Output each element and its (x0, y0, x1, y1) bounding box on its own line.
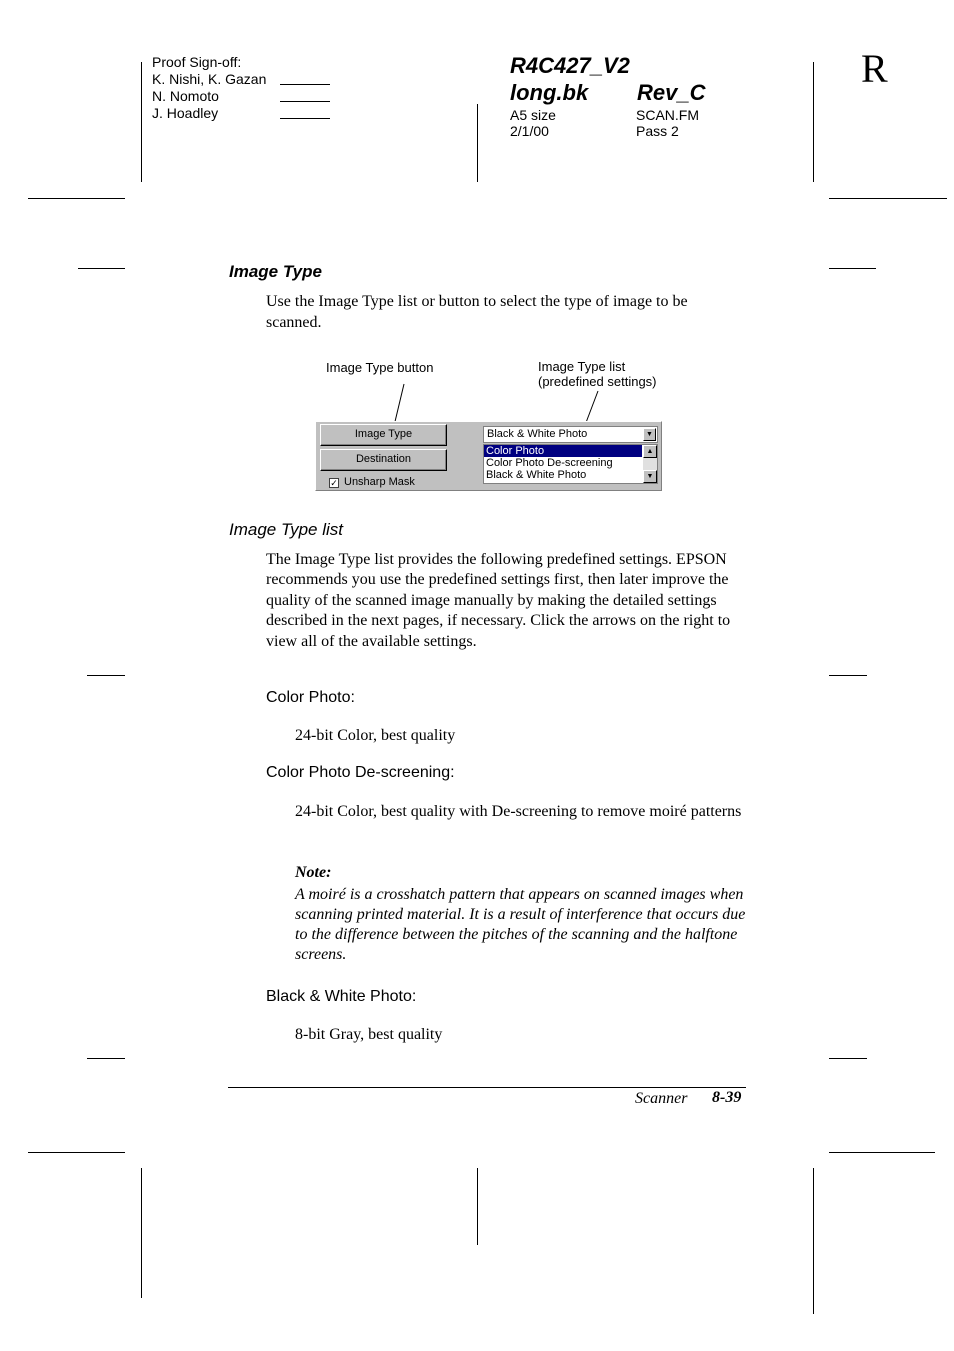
list-item[interactable]: Color Photo (484, 445, 642, 457)
unsharp-mask-checkbox[interactable]: ✓ (330, 478, 338, 488)
note-heading: Note: (295, 864, 332, 881)
footer-rule (228, 1087, 746, 1088)
list-scrollbar[interactable] (643, 445, 657, 483)
page-number: 8-39 (712, 1089, 742, 1106)
revision: Rev_C (637, 80, 706, 105)
setting-desc: 8-bit Gray, best quality (295, 1026, 443, 1043)
setting-term: Black & White Photo: (266, 988, 417, 1005)
destination-button[interactable] (320, 449, 447, 471)
crop-mark (829, 1058, 867, 1059)
setting-desc: 24-bit Color, best quality with De-screening to remove moiré patterns (295, 803, 742, 820)
callout-button-label: Image Type button (326, 360, 434, 375)
image-type-panel (315, 421, 662, 491)
scroll-down-icon[interactable]: ▼ (643, 470, 657, 483)
book-name: long.bk (510, 80, 589, 105)
combo-value: Black & White Photo (487, 428, 588, 440)
list-item[interactable]: Color Photo De-screening (486, 457, 613, 469)
crop-mark (813, 1168, 814, 1314)
signoff-name: K. Nishi, K. Gazan (152, 71, 267, 87)
setting-term: Color Photo De-screening: (266, 764, 455, 781)
page-size: A5 size (510, 107, 556, 123)
chevron-down-icon[interactable]: ▼ (643, 428, 656, 441)
signoff-name: J. Hoadley (152, 105, 219, 121)
crop-mark (87, 1058, 125, 1059)
footer-section: Scanner (635, 1090, 688, 1107)
crop-mark (829, 675, 867, 676)
note-body: A moiré is a crosshatch pattern that appears on scanned images when scanning printed material. It is a result of interference that occurs due to the difference between the pitches of the scanning and the halftone screens. (295, 886, 746, 963)
callout-list-line: (predefined settings) (538, 374, 657, 389)
section-heading: Image Type (229, 262, 322, 281)
image-type-combo[interactable] (483, 426, 658, 443)
image-type-button-label: Image Type (354, 428, 413, 440)
file-name: SCAN.FM (636, 107, 699, 123)
image-type-list[interactable] (483, 444, 658, 484)
subsection-body: The Image Type list provides the following predefined settings. EPSON recommends you use the predefined settings first, then later improve the quality of the scanned image manually by making the detailed settings described in the next pages, if necessary. Click the arrows on the right to view all of the available settings. (266, 551, 731, 650)
crop-mark (141, 1168, 142, 1298)
crop-mark (829, 1152, 935, 1153)
scroll-up-icon[interactable]: ▲ (643, 445, 657, 458)
setting-term: Color Photo: (266, 689, 355, 706)
crop-mark (87, 675, 125, 676)
proof-date: 2/1/00 (510, 123, 549, 139)
destination-button-label: Destination (355, 453, 412, 465)
unsharp-mask-label: Unsharp Mask (344, 476, 415, 488)
corner-letter: R (861, 46, 888, 91)
list-item[interactable]: Black & White Photo (486, 469, 587, 481)
signoff-name: N. Nomoto (152, 88, 219, 104)
callout-list-line: Image Type list (538, 359, 626, 374)
intro-paragraph: Use the Image Type list or button to select the type of image to be scanned. (266, 293, 688, 331)
crop-mark (477, 1168, 478, 1245)
crop-mark (28, 1152, 125, 1153)
proof-title: Proof Sign-off: (152, 54, 242, 70)
subsection-heading: Image Type list (229, 520, 344, 539)
setting-desc: 24-bit Color, best quality (295, 727, 456, 744)
image-type-button[interactable] (320, 424, 447, 446)
job-code: R4C427_V2 (510, 53, 630, 78)
pass-number: Pass 2 (636, 123, 679, 139)
